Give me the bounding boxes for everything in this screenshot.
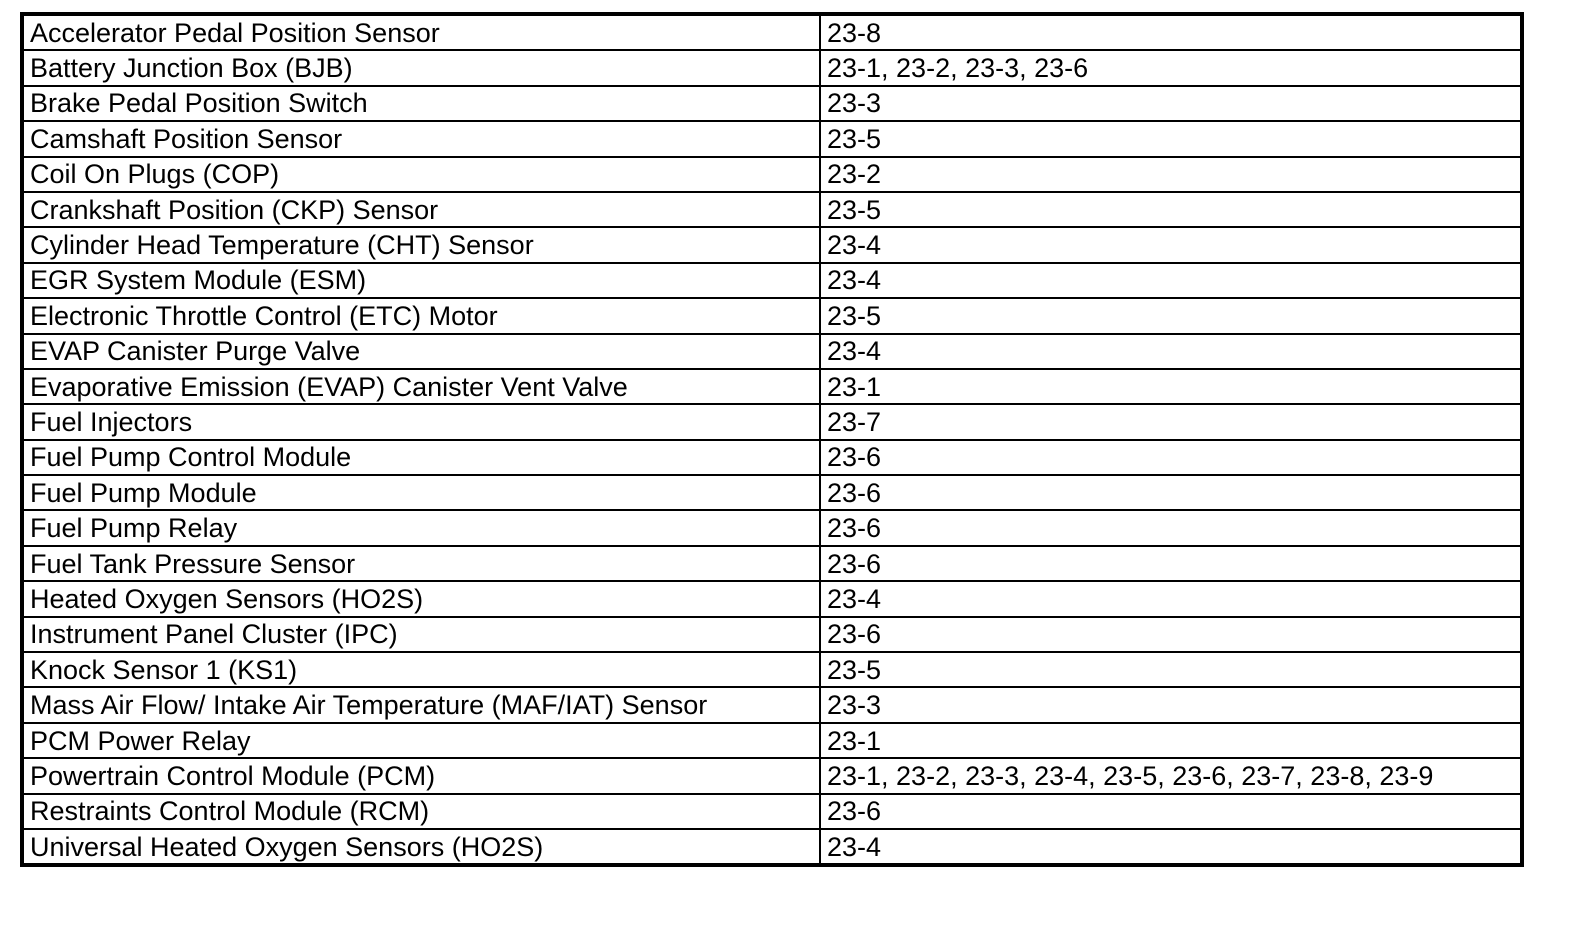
location-cell: 23-5 bbox=[820, 121, 1522, 156]
table-row bbox=[22, 652, 1522, 687]
location-cell: 23-4 bbox=[820, 581, 1522, 616]
table-row bbox=[22, 86, 1522, 121]
location-cell: 23-8 bbox=[820, 14, 1522, 50]
component-name-cell: Mass Air Flow/ Intake Air Temperature (MAF/IAT) Sensor bbox=[22, 687, 820, 722]
location-cell: 23-6 bbox=[820, 475, 1522, 510]
table-row bbox=[22, 121, 1522, 156]
component-name-cell: Knock Sensor 1 (KS1) bbox=[22, 652, 820, 687]
table-row bbox=[22, 369, 1522, 404]
component-name-cell: Camshaft Position Sensor bbox=[22, 121, 820, 156]
component-name-cell: Evaporative Emission (EVAP) Canister Vent Valve bbox=[22, 369, 820, 404]
location-cell: 23-6 bbox=[820, 617, 1522, 652]
location-cell: 23-3 bbox=[820, 687, 1522, 722]
location-cell: 23-6 bbox=[820, 440, 1522, 475]
table-row bbox=[22, 14, 1522, 50]
table-row bbox=[22, 510, 1522, 545]
location-cell: 23-6 bbox=[820, 510, 1522, 545]
table-row bbox=[22, 298, 1522, 333]
location-cell: 23-2 bbox=[820, 157, 1522, 192]
component-name-cell: Universal Heated Oxygen Sensors (HO2S) bbox=[22, 829, 820, 865]
table-row bbox=[22, 334, 1522, 369]
table-row bbox=[22, 404, 1522, 439]
location-cell: 23-3 bbox=[820, 86, 1522, 121]
component-name-cell: Fuel Pump Control Module bbox=[22, 440, 820, 475]
location-cell: 23-1 bbox=[820, 723, 1522, 758]
location-cell: 23-5 bbox=[820, 652, 1522, 687]
component-name-cell: Heated Oxygen Sensors (HO2S) bbox=[22, 581, 820, 616]
component-name-cell: Crankshaft Position (CKP) Sensor bbox=[22, 192, 820, 227]
component-name-cell: Brake Pedal Position Switch bbox=[22, 86, 820, 121]
component-name-cell: Instrument Panel Cluster (IPC) bbox=[22, 617, 820, 652]
location-cell: 23-5 bbox=[820, 192, 1522, 227]
component-name-cell: Fuel Injectors bbox=[22, 404, 820, 439]
table-row bbox=[22, 758, 1522, 793]
table-row bbox=[22, 794, 1522, 829]
component-name-cell: PCM Power Relay bbox=[22, 723, 820, 758]
location-cell: 23-4 bbox=[820, 263, 1522, 298]
component-name-cell: Battery Junction Box (BJB) bbox=[22, 50, 820, 85]
table-body bbox=[22, 14, 1522, 865]
component-name-cell: Fuel Pump Module bbox=[22, 475, 820, 510]
component-name-cell: EGR System Module (ESM) bbox=[22, 263, 820, 298]
location-cell: 23-4 bbox=[820, 227, 1522, 262]
component-name-cell: Cylinder Head Temperature (CHT) Sensor bbox=[22, 227, 820, 262]
location-cell: 23-6 bbox=[820, 794, 1522, 829]
table-row bbox=[22, 687, 1522, 722]
component-name-cell: Fuel Pump Relay bbox=[22, 510, 820, 545]
component-name-cell: EVAP Canister Purge Valve bbox=[22, 334, 820, 369]
location-cell: 23-5 bbox=[820, 298, 1522, 333]
table-row bbox=[22, 617, 1522, 652]
table-row bbox=[22, 440, 1522, 475]
component-name-cell: Accelerator Pedal Position Sensor bbox=[22, 14, 820, 50]
table-row bbox=[22, 546, 1522, 581]
location-cell: 23-6 bbox=[820, 546, 1522, 581]
location-cell: 23-1, 23-2, 23-3, 23-6 bbox=[820, 50, 1522, 85]
location-cell: 23-1 bbox=[820, 369, 1522, 404]
component-name-cell: Electronic Throttle Control (ETC) Motor bbox=[22, 298, 820, 333]
component-location-table-wrapper bbox=[20, 12, 1524, 867]
table-row bbox=[22, 723, 1522, 758]
component-location-table bbox=[20, 12, 1524, 867]
location-cell: 23-4 bbox=[820, 829, 1522, 865]
location-cell: 23-7 bbox=[820, 404, 1522, 439]
table-row bbox=[22, 157, 1522, 192]
component-name-cell: Powertrain Control Module (PCM) bbox=[22, 758, 820, 793]
component-name-cell: Restraints Control Module (RCM) bbox=[22, 794, 820, 829]
location-cell: 23-1, 23-2, 23-3, 23-4, 23-5, 23-6, 23-7, 23-8, 23-9 bbox=[820, 758, 1522, 793]
table-row bbox=[22, 581, 1522, 616]
table-row bbox=[22, 50, 1522, 85]
table-row bbox=[22, 829, 1522, 865]
component-name-cell: Coil On Plugs (COP) bbox=[22, 157, 820, 192]
component-name-cell: Fuel Tank Pressure Sensor bbox=[22, 546, 820, 581]
table-row bbox=[22, 227, 1522, 262]
location-cell: 23-4 bbox=[820, 334, 1522, 369]
table-row bbox=[22, 192, 1522, 227]
table-row bbox=[22, 475, 1522, 510]
table-row bbox=[22, 263, 1522, 298]
